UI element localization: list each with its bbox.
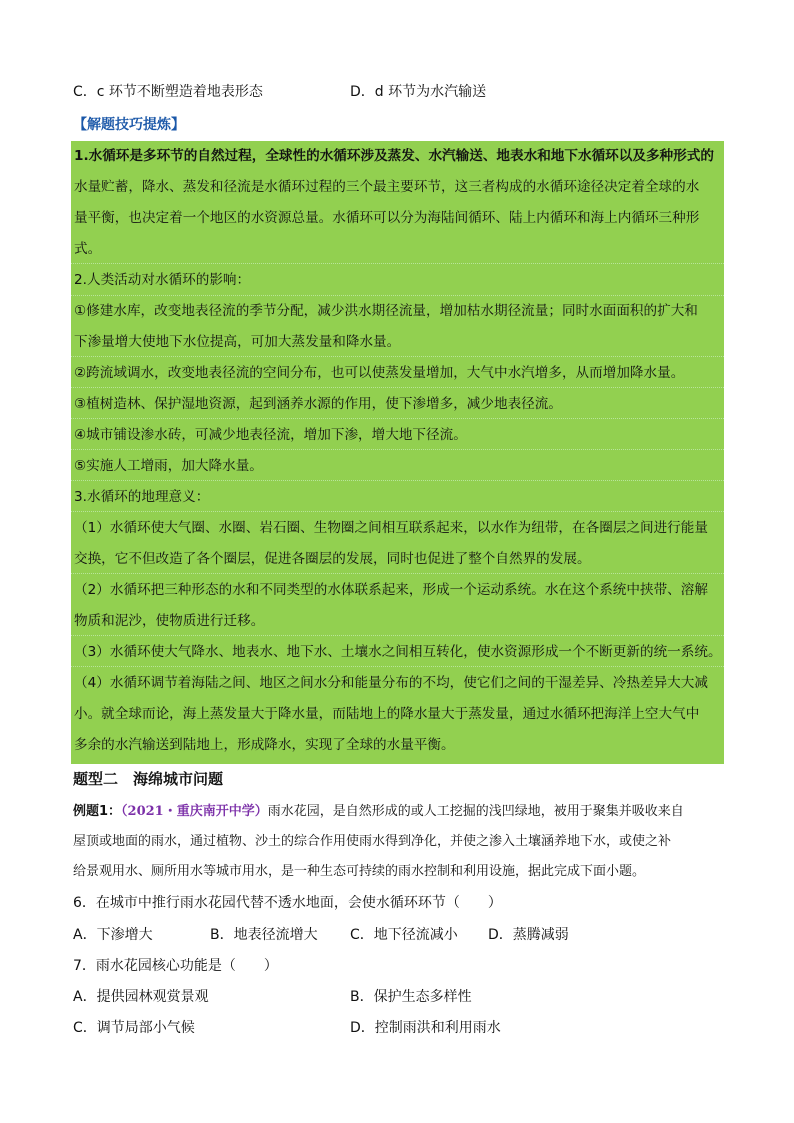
- q6-option-d: D．蒸腾减弱: [488, 927, 569, 943]
- q6-stem: 6．在城市中推行雨水花园代替不透水地面，会使水循环环节（ ）: [73, 895, 502, 911]
- tips-line: ②跨流域调水，改变地表径流的空间分布，也可以使蒸发量增加，大气中水汽增多，从而增加降水量。: [74, 365, 685, 381]
- q6-option-c: C．地下径流减小: [350, 927, 458, 943]
- example-line-2: 屋顶或地面的雨水，通过植物、沙土的综合作用使雨水得到净化，并使之渗入土壤涵养地下水，或使之补: [73, 834, 672, 849]
- example-label: 例题1：: [73, 804, 122, 819]
- tips-line: 式。: [74, 241, 102, 257]
- tips-heading: 【解题技巧提炼】: [73, 117, 185, 133]
- divider: [71, 666, 724, 667]
- tips-line: ③植树造林、保护湿地资源，起到涵养水源的作用，使下渗增多，减少地表径流。: [74, 396, 562, 412]
- divider: [71, 635, 724, 636]
- divider: [71, 356, 724, 357]
- example-line-3: 给景观用水、厕所用水等城市用水，是一种生态可持续的雨水控制和利用设施，据此完成下面小题。: [73, 864, 646, 879]
- tips-line: ⑤实施人工增雨，加大降水量。: [74, 458, 263, 474]
- example-line-1: [73, 801, 684, 823]
- section-title: 题型二 海绵城市问题: [73, 770, 224, 788]
- tips-line: （1）水循环使大气圈、水圈、岩石圈、生物圈之间相互联系起来，以水作为纽带，在各圈层之间进行能量: [74, 520, 708, 536]
- divider: [71, 263, 724, 264]
- q6-option-b: B．地表径流增大: [210, 927, 318, 943]
- example-source: （2021・重庆南开中学）: [121, 804, 268, 819]
- option-c: C．c 环节不断塑造着地表形态: [73, 84, 263, 100]
- tips-line: （4）水循环调节着海陆之间、地区之间水分和能量分布的不均，使它们之间的干湿差异、冷热差异大大减: [74, 675, 708, 691]
- q7-option-a: A．提供园林观赏景观: [73, 989, 209, 1005]
- divider: [71, 480, 724, 481]
- divider: [71, 511, 724, 512]
- tips-line: 量平衡，也决定着一个地区的水资源总量。水循环可以分为海陆间循环、陆上内循环和海上内循环三种形: [74, 210, 700, 226]
- tips-line: （2）水循环把三种形态的水和不同类型的水体联系起来，形成一个运动系统。水在这个系统中挟带、溶解: [74, 582, 708, 598]
- tips-line: ①修建水库，改变地表径流的季节分配，减少洪水期径流量，增加枯水期径流量；同时水面面积的扩大和: [74, 303, 698, 319]
- tips-line: 小。就全球而论，海上蒸发量大于降水量，而陆地上的降水量大于蒸发量，通过水循环把海洋上空大气中: [74, 706, 700, 722]
- tips-box: [71, 141, 724, 764]
- tips-line: （3）水循环使大气降水、地表水、地下水、土壤水之间相互转化，使水资源形成一个不断更新的统一系统。: [74, 644, 722, 660]
- tips-line: 物质和泥沙，使物质进行迁移。: [74, 613, 265, 629]
- divider: [71, 418, 724, 419]
- option-d: D．d 环节为水汽输送: [350, 84, 487, 100]
- tips-line: 下渗量增大使地下水位提高，可加大蒸发量和降水量。: [74, 334, 401, 350]
- tips-line: 多余的水汽输送到陆地上，形成降水，实现了全球的水量平衡。: [74, 737, 455, 753]
- divider: [71, 387, 724, 388]
- tips-line: 2.人类活动对水循环的影响：: [74, 272, 251, 288]
- example-text: 雨水花园，是自然形成的或人工挖掘的浅凹绿地，被用于聚集并吸收来自: [267, 804, 684, 819]
- tips-line: 1.水循环是多环节的自然过程，全球性的水循环涉及蒸发、水汽输送、地表水和地下水循环以及多种形式的: [74, 148, 714, 164]
- q7-option-c: C．调节局部小气候: [73, 1020, 195, 1036]
- q7-option-d: D．控制雨洪和利用雨水: [350, 1020, 501, 1036]
- tips-line: 交换，它不但改造了各个圈层，促进各圈层的发展，同时也促进了整个自然界的发展。: [74, 551, 591, 567]
- divider: [71, 449, 724, 450]
- q6-option-a: A．下渗增大: [73, 927, 153, 943]
- divider: [71, 573, 724, 574]
- tips-line: ④城市铺设渗水砖，可减少地表径流，增加下渗，增大地下径流。: [74, 427, 467, 443]
- tips-line: 水量贮蓄，降水、蒸发和径流是水循环过程的三个最主要环节，这三者构成的水循环途径决定着全球的水: [74, 179, 700, 195]
- tips-line: 3.水循环的地理意义：: [74, 489, 210, 505]
- q7-option-b: B．保护生态多样性: [350, 989, 472, 1005]
- q7-stem: 7．雨水花园核心功能是（ ）: [73, 958, 278, 974]
